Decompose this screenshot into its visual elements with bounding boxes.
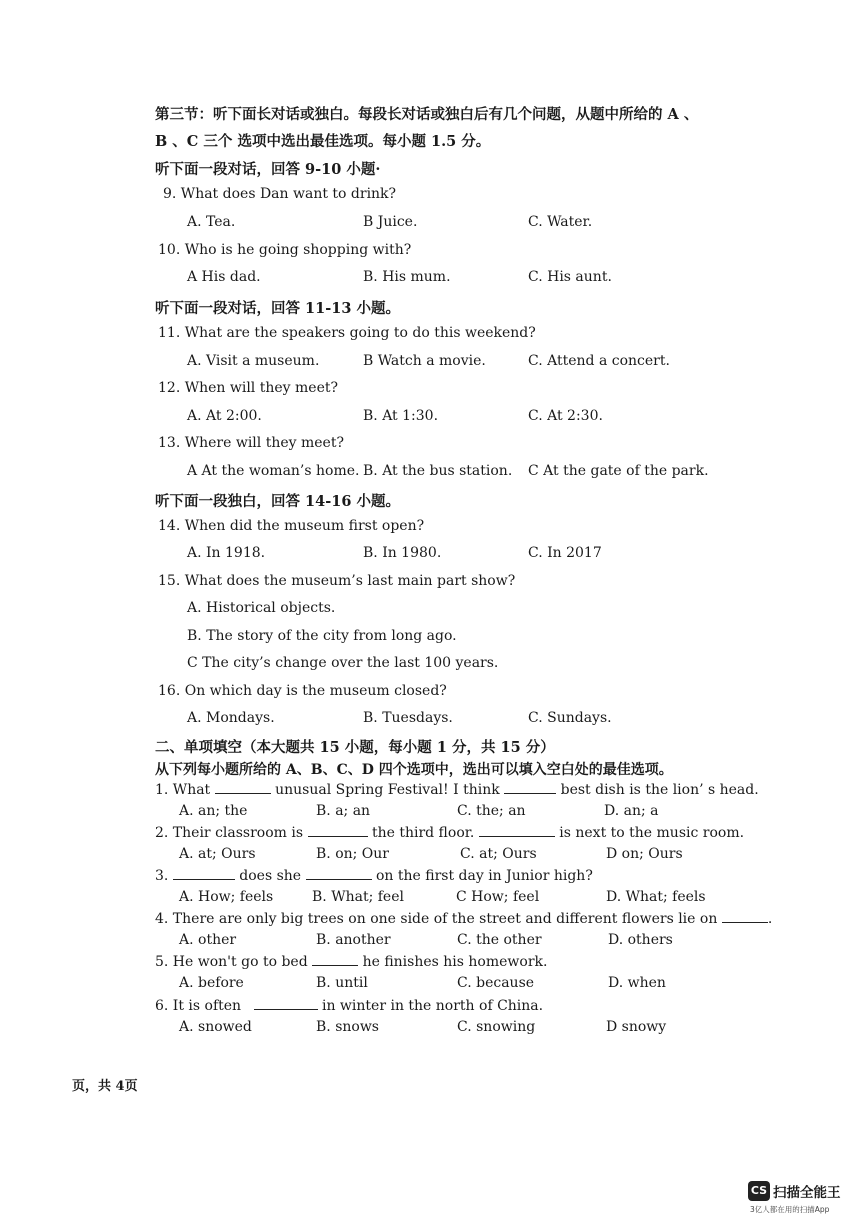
q2-text-part3: is next to the music room. (559, 825, 745, 841)
q16-option-c: C. Sundays. (528, 710, 612, 726)
q13-option-c: C At the gate of the park. (528, 463, 709, 479)
fill-q5-option-b: B. until (316, 975, 368, 991)
q5-blank-1 (312, 953, 358, 966)
q6-text-part1: 6. It is often (155, 998, 242, 1014)
fill-question-1 (155, 781, 759, 798)
q1-blank-1 (215, 781, 271, 794)
page-footer: 页，共 4页 (72, 1079, 138, 1094)
q14-option-b: B. In 1980. (363, 545, 442, 561)
question-14: 14. When did the museum first open? (158, 518, 425, 534)
q12-option-c: C. At 2:30. (528, 408, 603, 424)
fill-q4-option-d: D. others (608, 932, 673, 948)
fill-q3-option-b: B. What; feel (312, 889, 404, 905)
q11-option-a: A. Visit a museum. (187, 353, 320, 369)
q15-option-c: C The city’s change over the last 100 years. (187, 655, 499, 671)
q5-text-part1: 5. He won't go to bed (155, 954, 308, 970)
q1-blank-2 (504, 781, 556, 794)
q4-text-part1: 4. There are only big trees on one side of the street and different flowers lie on (155, 911, 718, 927)
q3-text-part3: on the first day in Junior high? (375, 868, 593, 884)
q2-blank-1 (308, 824, 368, 837)
q4-blank-1 (722, 910, 768, 923)
fill-q6-option-d: D snowy (606, 1019, 667, 1035)
monologue-heading-14-16: 听下面一段独白，回答 14-16 小题。 (155, 493, 400, 510)
fill-q2-option-d: D on; Ours (606, 846, 683, 862)
fill-q3-option-d: D. What; feels (606, 889, 706, 905)
q11-option-c: C. Attend a concert. (528, 353, 670, 369)
scanner-slogan: 3亿人都在用的扫描App (750, 1205, 830, 1214)
scanner-logo-icon: CS (748, 1181, 770, 1201)
part2-heading: 二、单项填空（本大题共 15 小题，每小题 1 分，共 15 分） (155, 739, 555, 756)
q3-blank-2 (306, 867, 372, 880)
q1-text-part2: unusual Spring Festival! I think (275, 782, 500, 798)
fill-q1-option-c: C. the; an (457, 803, 526, 819)
q14-option-c: C. In 2017 (528, 545, 602, 561)
q2-text-part1: 2. Their classroom is (155, 825, 304, 841)
q16-option-b: B. Tuesdays. (363, 710, 453, 726)
dialog-heading-9-10: 听下面一段对话，回答 9-10 小题· (155, 161, 381, 178)
fill-question-5 (155, 953, 547, 970)
q5-text-part2: he finishes his homework. (362, 954, 548, 970)
fill-question-3 (155, 867, 593, 884)
fill-q6-option-b: B. snows (316, 1019, 379, 1035)
q9-option-a: A. Tea. (187, 214, 236, 230)
question-9: 9. What does Dan want to drink? (163, 186, 397, 202)
fill-q3-option-a: A. How; feels (179, 889, 274, 905)
fill-q2-option-a: A. at; Ours (179, 846, 256, 862)
q9-option-c: C. Water. (528, 214, 593, 230)
question-11: 11. What are the speakers going to do this weekend? (158, 325, 536, 341)
q16-option-a: A. Mondays. (187, 710, 275, 726)
q2-blank-2 (479, 824, 555, 837)
q1-text-part3: best dish is the lion’ s head. (560, 782, 759, 798)
question-10: 10. Who is he going shopping with? (158, 242, 412, 258)
q10-option-a: A His dad. (187, 269, 261, 285)
q3-text-part1: 3. (155, 868, 169, 884)
q11-option-b: B Watch a movie. (363, 353, 486, 369)
q12-option-b: B. At 1:30. (363, 408, 439, 424)
q15-option-a: A. Historical objects. (187, 600, 336, 616)
q3-text-part2: does she (239, 868, 302, 884)
fill-q6-option-a: A. snowed (179, 1019, 252, 1035)
fill-q2-option-c: C. at; Ours (460, 846, 537, 862)
q2-text-part2: the third floor. (371, 825, 475, 841)
q1-text-part1: 1. What (155, 782, 211, 798)
section3-instruction-line1: 第三节：听下面长对话或独白。每段长对话或独白后有几个问题，从题中所给的 A 、 (155, 106, 699, 123)
q10-option-b: B. His mum. (363, 269, 451, 285)
fill-q1-option-b: B. a; an (316, 803, 371, 819)
q6-blank-1 (254, 997, 318, 1010)
scanner-app-name: 扫描全能王 (773, 1184, 841, 1201)
fill-q4-option-b: B. another (316, 932, 391, 948)
q13-option-a: A At the woman’s home. (187, 463, 360, 479)
q14-option-a: A. In 1918. (187, 545, 266, 561)
fill-q1-option-a: A. an; the (179, 803, 248, 819)
q12-option-a: A. At 2:00. (187, 408, 262, 424)
fill-question-6 (155, 997, 543, 1014)
fill-q6-option-c: C. snowing (457, 1019, 536, 1035)
fill-q4-option-a: A. other (179, 932, 237, 948)
q13-option-b: B. At the bus station. (363, 463, 513, 479)
fill-q3-option-c: C How; feel (456, 889, 540, 905)
dialog-heading-11-13: 听下面一段对话，回答 11-13 小题。 (155, 300, 400, 317)
q4-text-part2: . (767, 911, 773, 927)
question-16: 16. On which day is the museum closed? (158, 683, 447, 699)
q6-text-part2: in winter in the north of China. (321, 998, 544, 1014)
fill-q4-option-c: C. the other (457, 932, 542, 948)
question-15: 15. What does the museum’s last main part show? (158, 573, 516, 589)
section3-instruction-line2: B 、C 三个 选项中选出最佳选项。每小题 1.5 分。 (155, 133, 491, 150)
question-12: 12. When will they meet? (158, 380, 339, 396)
q15-option-b: B. The story of the city from long ago. (187, 628, 457, 644)
q9-option-b: B Juice. (363, 214, 418, 230)
q3-blank-1 (173, 867, 235, 880)
fill-q5-option-d: D. when (608, 975, 666, 991)
fill-question-2 (155, 824, 744, 841)
fill-q2-option-b: B. on; Our (316, 846, 389, 862)
fill-q5-option-a: A. before (179, 975, 244, 991)
part2-instruction: 从下列每小题所给的 A、B、C、D 四个选项中，选出可以填入空白处的最佳选项。 (155, 762, 673, 778)
scanner-watermark (748, 1180, 841, 1214)
fill-q5-option-c: C. because (457, 975, 535, 991)
q10-option-c: C. His aunt. (528, 269, 612, 285)
question-13: 13. Where will they meet? (158, 435, 344, 451)
fill-q1-option-d: D. an; a (604, 803, 659, 819)
fill-question-4 (155, 910, 772, 927)
